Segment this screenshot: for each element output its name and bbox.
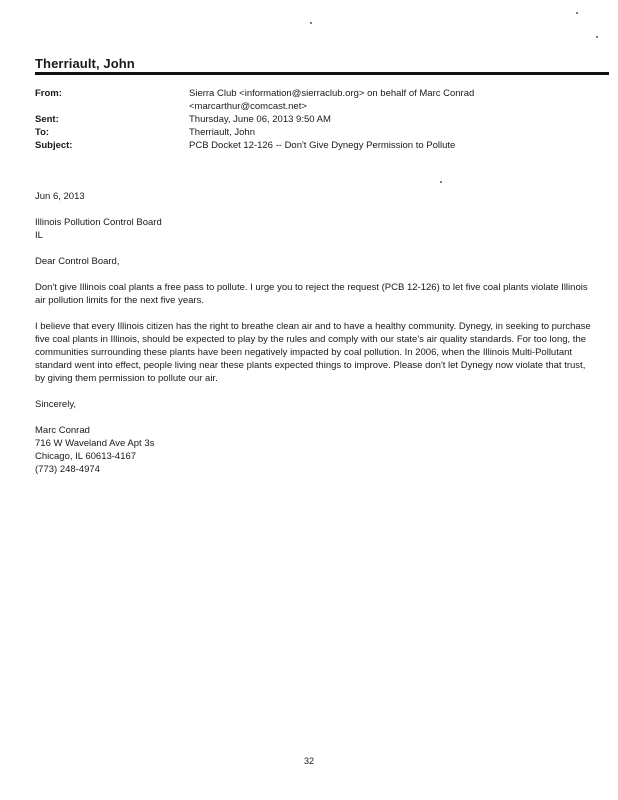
- recipient-address: Illinois Pollution Control Board IL: [35, 217, 162, 241]
- scan-speck: [310, 22, 312, 24]
- from-value: Sierra Club <information@sierraclub.org> on behalf of Marc Conrad <marcarthur@comcast.net>: [189, 88, 475, 112]
- sent-row: [35, 113, 595, 126]
- page-number: 32: [303, 756, 314, 766]
- from-label: From:: [35, 88, 62, 99]
- salutation: Dear Control Board,: [35, 256, 120, 267]
- body-paragraph: Don't give Illinois coal plants a free pass to pollute. I urge you to reject the request (PCB 12-126) to let five coal plants violate Illinois air pollution limits for the next five years.: [35, 282, 588, 306]
- sent-label: Sent:: [35, 114, 59, 125]
- to-row: [35, 126, 595, 139]
- to-label: To:: [35, 127, 50, 138]
- subject-row: [35, 139, 595, 152]
- subject-value: PCB Docket 12-126 -- Don't Give Dynegy Permission to Pollute: [189, 140, 456, 151]
- letter-date: Jun 6, 2013: [35, 191, 85, 202]
- body-paragraph: I believe that every Illinois citizen has the right to breathe clean air and to have a healthy community. Dynegy, in seeking to purchase five coal plants in Illinois, should be expected to play by the rules and comply with our state's air quality standards. For too long, the communities surrounding these plants have been negatively impacted by coal pollution. In 2006, when the Illinois Multi-Pollutant standard went into effect, people living near these plants expected things to improve. Please don't let Dynegy now violate that trust, by giving them permission to pollute our air.: [35, 321, 591, 384]
- email-header: [35, 87, 595, 152]
- subject-label: Subject:: [35, 140, 73, 151]
- email-body: [35, 190, 595, 489]
- scan-speck: [576, 12, 578, 14]
- header-divider: [35, 72, 609, 75]
- scan-speck: [596, 36, 598, 38]
- to-value: Therriault, John: [189, 127, 256, 138]
- sent-value: Thursday, June 06, 2013 9:50 AM: [189, 114, 331, 125]
- signature-block: Marc Conrad 716 W Waveland Ave Apt 3s Chicago, IL 60613-4167 (773) 248-4974: [35, 425, 155, 475]
- scan-speck: [440, 181, 442, 183]
- sender-name: Therriault, John: [35, 56, 135, 71]
- closing: Sincerely,: [35, 399, 77, 410]
- from-row: [35, 87, 595, 113]
